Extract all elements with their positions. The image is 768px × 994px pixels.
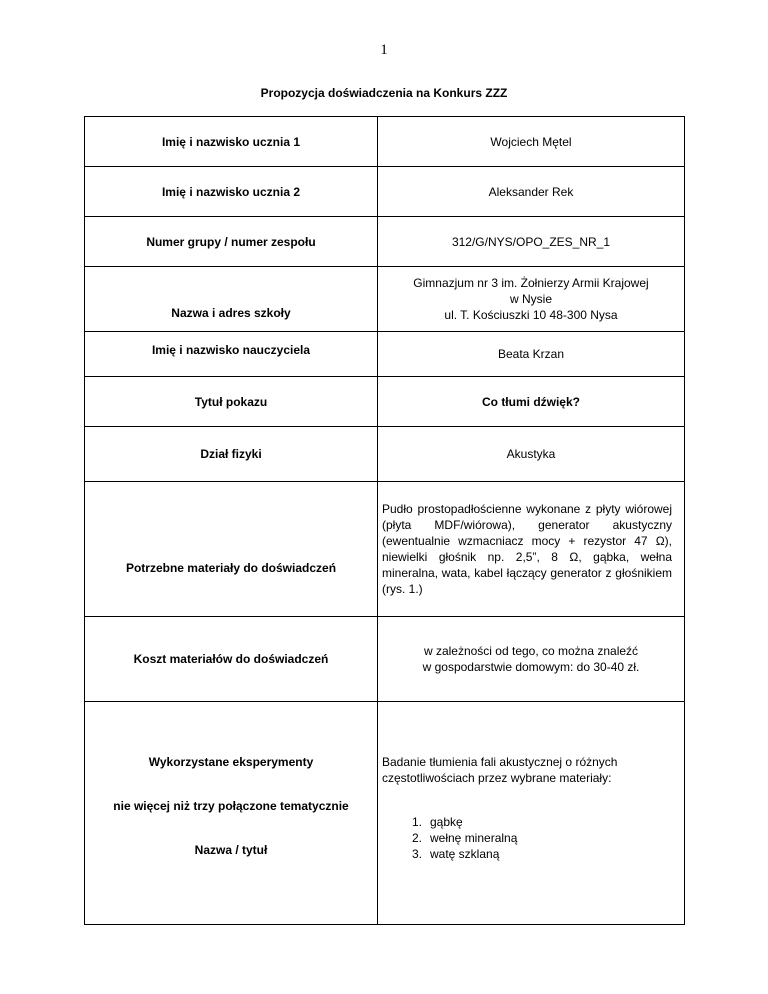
school-label: Nazwa i adres szkoły <box>85 267 378 332</box>
physics-branch-value: Akustyka <box>378 427 685 482</box>
table-row <box>85 482 685 617</box>
cost-label: Koszt materiałów do doświadczeń <box>85 617 378 702</box>
group-value: 312/G/NYS/OPO_ZES_NR_1 <box>378 217 685 267</box>
teacher-value: Beata Krzan <box>378 332 685 377</box>
table-row <box>85 427 685 482</box>
student1-value: Wojciech Mętel <box>378 117 685 167</box>
experiments-value <box>378 702 685 925</box>
show-title-value: Co tłumi dźwięk? <box>378 377 685 427</box>
list-item-text: watę szklaną <box>430 847 500 861</box>
document-title: Propozycja doświadczenia na Konkurs ZZZ <box>260 86 508 100</box>
materials-label: Potrzebne materiały do doświadczeń <box>85 482 378 617</box>
experiments-label-name: Nazwa / tytuł <box>194 843 268 857</box>
school-line: Gimnazjum nr 3 im. Żołnierzy Armii Krajowej <box>413 276 649 290</box>
student2-value: Aleksander Rek <box>378 167 685 217</box>
experiments-label <box>85 702 378 925</box>
table-row <box>85 377 685 427</box>
list-item <box>412 846 674 862</box>
list-item-number: 2. <box>412 831 423 845</box>
list-item-text: gąbkę <box>430 815 463 829</box>
school-value <box>378 267 685 332</box>
table-row <box>85 167 685 217</box>
experiments-list <box>382 814 674 862</box>
list-item <box>412 830 674 846</box>
school-line: ul. T. Kościuszki 10 48-300 Nysa <box>444 308 618 322</box>
list-item-number: 3. <box>412 847 423 861</box>
student1-label: Imię i nazwisko ucznia 1 <box>85 117 378 167</box>
student2-label: Imię i nazwisko ucznia 2 <box>85 167 378 217</box>
proposal-form-table <box>84 116 685 925</box>
teacher-label: Imię i nazwisko nauczyciela <box>85 332 378 377</box>
table-row <box>85 617 685 702</box>
school-line: w Nysie <box>509 292 552 306</box>
experiments-label-sub: nie więcej niż trzy połączone tematycznie <box>113 799 349 813</box>
experiments-label-main: Wykorzystane eksperymenty <box>148 755 314 769</box>
table-row <box>85 117 685 167</box>
cost-line: w gospodarstwie domowym: do 30-40 zł. <box>422 660 640 674</box>
list-item-text: wełnę mineralną <box>430 831 518 845</box>
cost-value <box>378 617 685 702</box>
table-row <box>85 702 685 925</box>
group-label: Numer grupy / numer zespołu <box>85 217 378 267</box>
show-title-label: Tytuł pokazu <box>85 377 378 427</box>
list-item <box>412 814 674 830</box>
list-item-number: 1. <box>412 815 423 829</box>
table-row <box>85 332 685 377</box>
table-row <box>85 267 685 332</box>
physics-branch-label: Dział fizyki <box>85 427 378 482</box>
materials-value: Pudło prostopadłościenne wykonane z płyty wiórowej (płyta MDF/wiórowa), generator akustyczny (ewentualnie wzmacniacz mocy + rezystor 47 Ω), niewielki głośnik np. 2,5”, 8 Ω, gąbka, wełna mineralna, wata, kabel łączący generator z głośnikiem (rys. 1.) <box>378 482 685 617</box>
page-number: 1 <box>380 42 388 58</box>
table-row <box>85 217 685 267</box>
cost-line: w zależności od tego, co można znaleźć <box>423 644 639 658</box>
experiments-intro: Badanie tłumienia fali akustycznej o różnych częstotliwościach przez wybrane materiały: <box>382 755 618 785</box>
